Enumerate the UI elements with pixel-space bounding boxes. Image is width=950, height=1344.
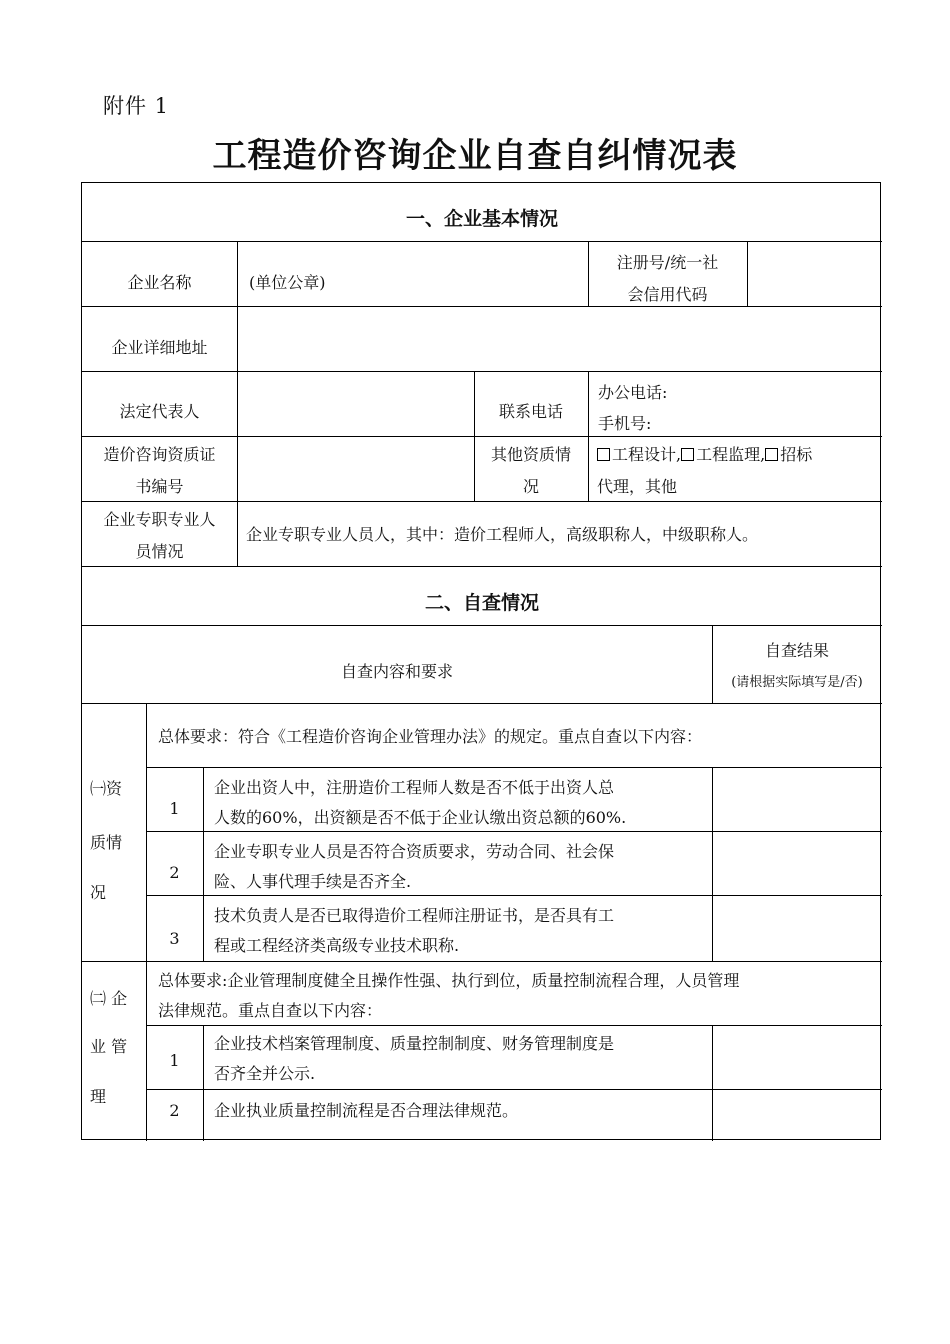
group1-general: 总体要求：符合《工程造价咨询企业管理办法》的规定。重点自查以下内容： <box>158 727 703 746</box>
item-text-line: 企业专职专业人员是否符合资质要求，劳动合同、社会保 <box>214 842 615 861</box>
item-number: 1 <box>169 799 180 818</box>
item-text-line: 否齐全并公示. <box>214 1064 316 1083</box>
cert-label-line2: 书编号 <box>135 477 184 496</box>
group1-label-line: 况 <box>90 883 107 902</box>
item-text-line: 企业执业质量控制流程是否合理法律规范。 <box>214 1101 519 1120</box>
address-field[interactable] <box>238 307 882 370</box>
contact-phone-label: 联系电话 <box>498 402 563 421</box>
section2-heading: 二、自查情况 <box>424 592 539 614</box>
legal-rep-label: 法定代表人 <box>119 402 200 421</box>
group2-general-line: 总体要求:企业管理制度健全且操作性强、执行到位，质量控制流程合理，人员管理 <box>158 971 740 990</box>
address-label: 企业详细地址 <box>111 338 208 357</box>
result-header: 自查结果 <box>764 641 829 660</box>
group2-general-line: 法律规范。重点自查以下内容： <box>158 1001 383 1020</box>
content-header: 自查内容和要求 <box>340 662 453 681</box>
group2-label-line: ㈡ 企 <box>90 989 128 1008</box>
cert-label-line1: 造价咨询资质证 <box>103 445 216 464</box>
checkbox-supervision[interactable] <box>681 448 694 461</box>
item-number: 1 <box>169 1051 180 1070</box>
item-number: 3 <box>169 929 180 948</box>
row-divider <box>82 703 882 704</box>
staff-value: 企业专职专业人员人，其中：造价工程师人，高级职称人，中级职称人。 <box>246 525 759 544</box>
item-result-field[interactable] <box>713 1026 882 1089</box>
attachment-label: 附件 1 <box>103 94 170 118</box>
group1-label-line: 质情 <box>90 833 123 852</box>
group2-label-line: 业 管 <box>90 1037 128 1056</box>
legal-rep-field[interactable] <box>238 372 473 435</box>
item-text-line: 险、人事代理手续是否齐全. <box>214 872 412 891</box>
other-qual-line2: 代理，其他 <box>597 477 678 496</box>
row-divider <box>82 625 882 626</box>
reg-no-field[interactable] <box>748 243 882 305</box>
company-name-label: 企业名称 <box>127 273 192 292</box>
group2-label-line: 理 <box>90 1087 107 1106</box>
col-divider <box>203 767 204 961</box>
company-name-value: (单位公章) <box>249 273 326 292</box>
group1-label-line: ㈠资 <box>90 779 123 798</box>
checkbox-design[interactable] <box>597 448 610 461</box>
col-divider <box>588 371 589 501</box>
office-phone: 办公电话: <box>598 383 668 402</box>
item-text-line: 企业技术档案管理制度、质量控制制度、财务管理制度是 <box>214 1034 615 1053</box>
staff-label-line2: 员情况 <box>135 542 184 561</box>
staff-label-line1: 企业专职专业人 <box>103 510 216 529</box>
result-note: (请根据实际填写是/否) <box>731 675 863 690</box>
reg-no-label-line1: 注册号/统一社 <box>616 253 719 272</box>
col-divider <box>203 1025 204 1141</box>
section1-heading: 一、企业基本情况 <box>405 208 558 230</box>
row-divider <box>82 241 882 242</box>
item-result-field[interactable] <box>713 896 882 960</box>
option-bidding: 招标 <box>780 445 813 464</box>
item-number: 2 <box>169 863 180 882</box>
mobile-phone: 手机号: <box>598 414 652 433</box>
checkbox-bidding[interactable] <box>765 448 778 461</box>
item-number: 2 <box>169 1101 180 1120</box>
item-result-field[interactable] <box>713 1090 882 1140</box>
row-divider <box>82 961 882 962</box>
cert-no-field[interactable] <box>238 437 473 500</box>
reg-no-label-line2: 会信用代码 <box>627 285 708 304</box>
option-design: 工程设计, <box>612 445 682 464</box>
item-result-field[interactable] <box>713 832 882 895</box>
self-check-table <box>81 182 881 1140</box>
page-title: 工程造价咨询企业自查自纠情况表 <box>212 136 738 176</box>
item-text-line: 程或工程经济类高级专业技术职称. <box>214 936 460 955</box>
other-qual-label-line1: 其他资质情 <box>490 445 571 464</box>
other-qual-label-line2: 况 <box>522 477 539 496</box>
row-divider <box>82 436 882 437</box>
item-result-field[interactable] <box>713 768 882 831</box>
option-supervision: 工程监理, <box>696 445 766 464</box>
item-text-line: 企业出资人中，注册造价工程师人数是否不低于出资人总 <box>214 778 615 797</box>
row-divider <box>82 371 882 372</box>
other-qual-options <box>597 439 812 470</box>
item-text-line: 人数的60%，出资额是否不低于企业认缴出资总额的60%. <box>214 808 627 827</box>
item-text-line: 技术负责人是否已取得造价工程师注册证书，是否具有工 <box>214 906 615 925</box>
